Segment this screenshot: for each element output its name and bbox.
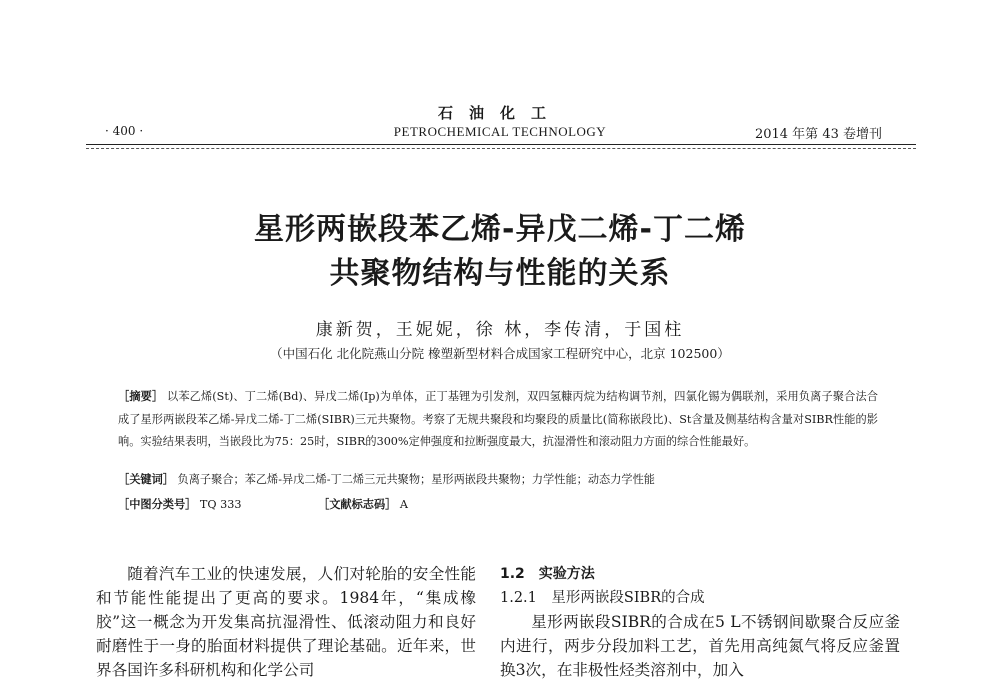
page-number: · 400 ·: [105, 124, 144, 138]
header-rule: [86, 144, 916, 145]
section-heading: 1.2 实验方法: [500, 566, 595, 582]
doc-code-value: A: [399, 498, 408, 511]
keywords-label: ［关键词］: [118, 473, 174, 486]
subsection-heading: 1.2.1 星形两嵌段SIBR的合成: [500, 590, 705, 606]
classification: [118, 496, 898, 512]
document-code: [318, 496, 408, 512]
paper-title-line1: 星形两嵌段苯乙烯-异戊二烯-丁二烯: [254, 212, 746, 247]
affiliation: （中国石化 北化院燕山分院 橡塑新型材料合成国家工程研究中心，北京 102500）: [270, 346, 730, 361]
journal-title-cn: 石油化工: [437, 104, 562, 122]
abstract-label: ［摘要］: [118, 390, 164, 403]
abstract: [118, 386, 878, 454]
doc-code-label: ［文献标志码］: [318, 498, 397, 511]
header-dashed-rule: [86, 148, 916, 149]
method-paragraph: 星形两嵌段SIBR的合成在5 L不锈钢间歇聚合反应釜内进行，两步分段加料工艺，首先用高纯氮气将反应釜置换3次，在非极性烃类溶剂中，加入: [500, 613, 900, 679]
keywords: [118, 471, 898, 487]
issue-info: 2014 年第 43 卷增刊: [754, 127, 882, 142]
clc-label: ［中图分类号］: [118, 498, 197, 511]
journal-title-en: PETROCHEMICAL TECHNOLOGY: [393, 124, 607, 139]
paper-title-line2: 共聚物结构与性能的关系: [329, 256, 671, 291]
body-right-column: [500, 562, 900, 682]
intro-paragraph: 随着汽车工业的快速发展，人们对轮胎的安全性能和节能性能提出了更高的要求。1984年，“集成橡胶”这一概念为开发集高抗湿滑性、低滚动阻力和良好耐磨性于一身的胎面材料提供了理论基础。近年来，世界各国许多科研机构和化学公司: [96, 565, 476, 679]
authors: 康新贺，王妮妮，徐 林，李传清，于国柱: [315, 320, 685, 340]
clc-value: TQ 333: [199, 498, 242, 511]
abstract-text: 以苯乙烯(St)、丁二烯(Bd)、异戊二烯(Ip)为单体，正丁基锂为引发剂，双四氢糠丙烷为结构调节剂，四氯化锡为偶联剂，采用负离子聚合法合成了星形两嵌段苯乙烯-异戊二烯-丁二烯(SIBR)三元共聚物。考察了无规共聚段和均聚段的质量比(简称嵌段比)、St含量及侧基结构含量对SIBR性能的影响。实验结果表明，当嵌段比为75：25时，SIBR的300%定伸强度和拉断强度最大，抗湿滑性和滚动阻力方面的综合性能最好。: [118, 390, 878, 448]
keywords-text: 负离子聚合；苯乙烯-异戊二烯-丁二烯三元共聚物；星形两嵌段共聚物；力学性能；动态力学性能: [177, 473, 655, 486]
body-left-column: [96, 562, 476, 682]
